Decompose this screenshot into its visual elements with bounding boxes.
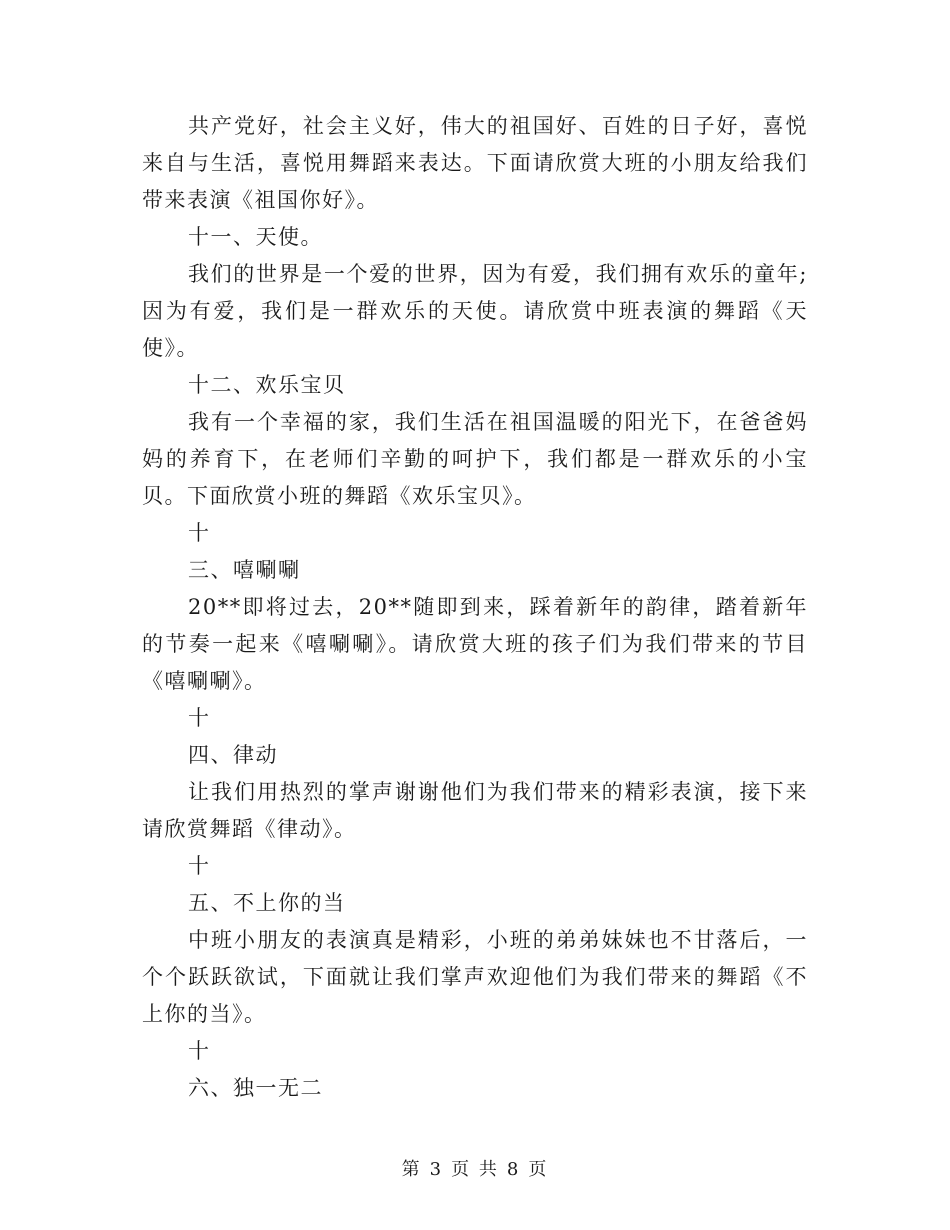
document-body xyxy=(142,108,808,1107)
section-heading: 三、嘻唰唰 xyxy=(188,558,301,582)
total-pages-number: 8 xyxy=(506,1159,521,1180)
page-label-mid: 页 共 xyxy=(451,1159,499,1180)
body-paragraph: 20**即将过去，20**随即到来，踩着新年的韵律，踏着新年的节奏一起来《嘻唰唰》。请欣赏大班的孩子们为我们带来的节目《嘻唰唰》。 xyxy=(142,595,808,693)
section-heading: 四、律动 xyxy=(188,743,278,767)
section-heading: 十一、天使。 xyxy=(188,225,323,249)
section-number-fragment: 十 xyxy=(188,706,211,730)
section-number-fragment: 十 xyxy=(188,854,211,878)
page-label-suffix: 页 xyxy=(528,1159,549,1180)
body-paragraph: 我们的世界是一个爱的世界，因为有爱，我们拥有欢乐的童年;因为有爱，我们是一群欢乐的天使。请欣赏中班表演的舞蹈《天使》。 xyxy=(142,262,808,360)
section-heading: 五、不上你的当 xyxy=(188,891,346,915)
current-page-number: 3 xyxy=(429,1159,444,1180)
body-paragraph: 中班小朋友的表演真是精彩，小班的弟弟妹妹也不甘落后，一个个跃跃欲试，下面就让我们掌声欢迎他们为我们带来的舞蹈《不上你的当》。 xyxy=(142,928,808,1026)
section-heading: 十二、欢乐宝贝 xyxy=(188,373,346,397)
page-footer xyxy=(0,1155,950,1181)
page-label-prefix: 第 xyxy=(401,1159,422,1180)
section-number-fragment: 十 xyxy=(188,521,211,545)
section-number-fragment: 十 xyxy=(188,1039,211,1063)
body-paragraph: 让我们用热烈的掌声谢谢他们为我们带来的精彩表演，接下来请欣赏舞蹈《律动》。 xyxy=(142,780,808,841)
body-paragraph: 共产党好，社会主义好，伟大的祖国好、百姓的日子好，喜悦来自与生活，喜悦用舞蹈来表达。下面请欣赏大班的小朋友给我们带来表演《祖国你好》。 xyxy=(142,114,808,212)
section-heading: 六、独一无二 xyxy=(188,1076,323,1100)
body-paragraph: 我有一个幸福的家，我们生活在祖国温暖的阳光下，在爸爸妈妈的养育下，在老师们辛勤的呵护下，我们都是一群欢乐的小宝贝。下面欣赏小班的舞蹈《欢乐宝贝》。 xyxy=(142,410,808,508)
